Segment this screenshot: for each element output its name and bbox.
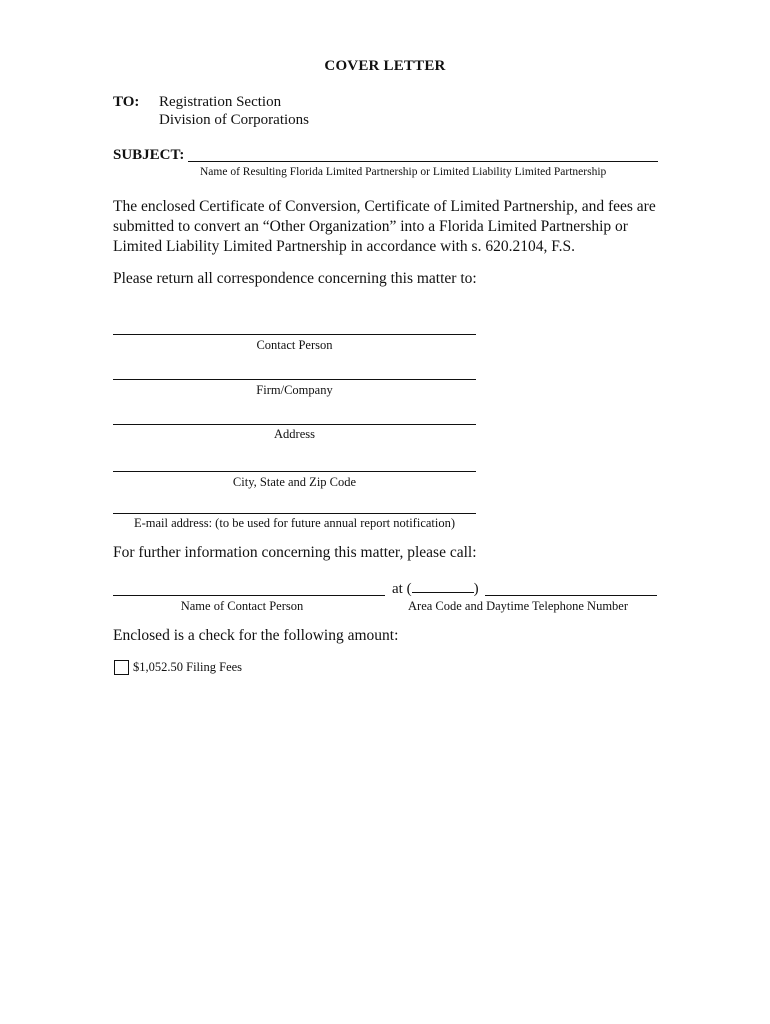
city-state-zip-caption: City, State and Zip Code bbox=[232, 475, 357, 489]
contact-name-caption: Name of Contact Person bbox=[180, 599, 304, 613]
to-recipient-line-2: Division of Corporations bbox=[159, 112, 309, 128]
telephone-caption: Area Code and Daytime Telephone Number bbox=[408, 599, 629, 613]
page-title: COVER LETTER bbox=[324, 58, 446, 74]
to-recipient-line-1: Registration Section bbox=[159, 94, 282, 110]
subject-field[interactable] bbox=[188, 161, 658, 162]
subject-label: SUBJECT: bbox=[113, 147, 185, 163]
area-code-group bbox=[392, 580, 479, 598]
to-label: TO: bbox=[113, 94, 140, 110]
address-field[interactable] bbox=[113, 424, 476, 425]
subject-caption: Name of Resulting Florida Limited Partnership or Limited Liability Limited Partnership bbox=[200, 166, 607, 178]
body-paragraph bbox=[113, 197, 673, 257]
telephone-field[interactable] bbox=[485, 595, 657, 596]
email-field[interactable] bbox=[113, 513, 476, 514]
enclosed-text: Enclosed is a check for the following amount: bbox=[113, 627, 399, 644]
firm-company-field[interactable] bbox=[113, 379, 476, 380]
body-line: submitted to convert an “Other Organization” into a Florida Limited Partnership or bbox=[113, 218, 628, 235]
contact-person-field[interactable] bbox=[113, 334, 476, 335]
further-info-text: For further information concerning this matter, please call: bbox=[113, 544, 477, 561]
at-suffix: ) bbox=[473, 581, 479, 597]
area-code-field[interactable] bbox=[412, 580, 474, 593]
contact-name-field[interactable] bbox=[113, 595, 385, 596]
return-instructions: Please return all correspondence concerning this matter to: bbox=[113, 270, 477, 287]
city-state-zip-field[interactable] bbox=[113, 471, 476, 472]
at-prefix: at ( bbox=[392, 581, 412, 597]
filing-fee-label: $1,052.50 Filing Fees bbox=[133, 660, 243, 674]
address-caption: Address bbox=[274, 427, 315, 441]
firm-company-caption: Firm/Company bbox=[256, 383, 333, 397]
body-line: Limited Liability Limited Partnership in accordance with s. 620.2104, F.S. bbox=[113, 238, 575, 255]
contact-person-caption: Contact Person bbox=[256, 338, 333, 352]
body-line: The enclosed Certificate of Conversion, Certificate of Limited Partnership, and fees are bbox=[113, 198, 656, 215]
filing-fee-checkbox[interactable] bbox=[114, 660, 129, 675]
email-caption: E-mail address: (to be used for future annual report notification) bbox=[133, 516, 456, 530]
